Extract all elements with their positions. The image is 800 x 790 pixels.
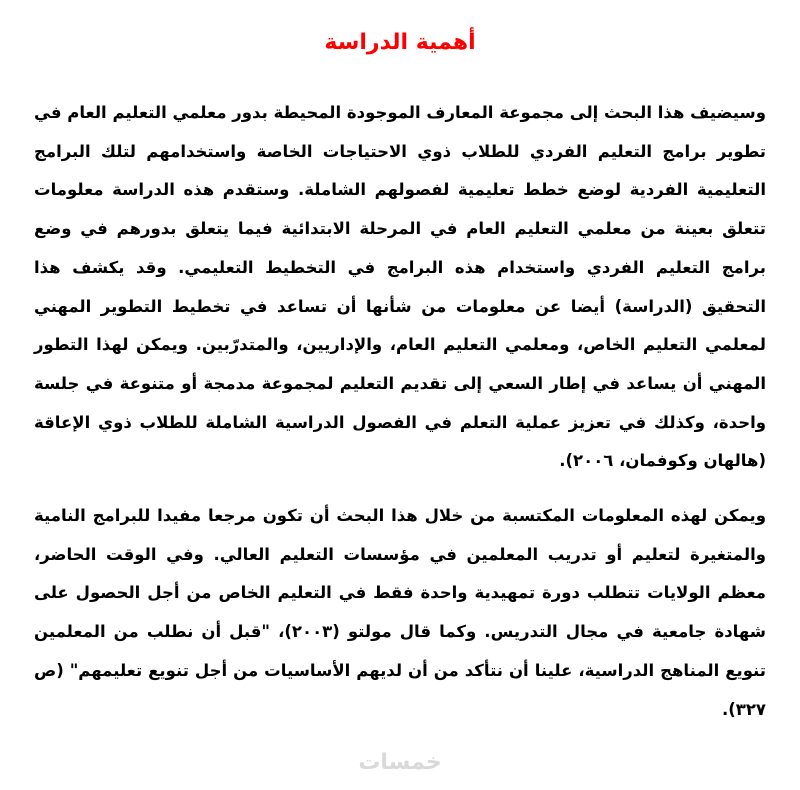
document-title: أهمية الدراسة: [324, 30, 476, 55]
paragraph-1: وسيضيف هذا البحث إلى مجموعة المعارف الموجودة المحيطة بدور معلمي التعليم العام في تطوير برامج التعليم الفردي للطلاب ذوي الاحتياجات الخاصة واستخدامهم لتلك البرامج التعليمية الفردية لوضع خطط تعليمية لفصولهم الشاملة. وستقدم هذه الدراسة معلومات تتعلق بعينة من معلمي التعليم العام في المرحلة الابتدائية فيما يتعلق بدورهم في وضع برامج التعليم الفردي واستخدام هذه البرامج في التخطيط التعليمي. وقد يكشف هذا التحقيق (الدراسة) أيضا عن معلومات من شأنها أن تساعد في تخطيط التطوير المهني لمعلمي التعليم الخاص، ومعلمي التعليم العام، والإداريين، والمتدرّبين. ويمكن لهذا التطور المهني أن يساعد في إطار السعي إلى تقديم التعليم لمجموعة مدمجة أو متنوعة في جلسة واحدة، وكذلك في تعزيز عملية التعلم في الفصول الدراسية الشاملة للطلاب ذوي الإعاقة (هالهان وكوفمان، ٢٠٠٦).: [34, 103, 766, 471]
paragraph-2: ويمكن لهذه المعلومات المكتسبة من خلال هذا البحث أن تكون مرجعا مفيدا للبرامج النامية والمتغيرة لتعليم أو تدريب المعلمين في مؤسسات التعليم العالي. وفي الوقت الحاضر، معظم الولايات تتطلب دورة تمهيدية واحدة فقط في التعليم الخاص من أجل الحصول على شهادة جامعية في مجال التدريس. وكما قال مولتو (٢٠٠٣)، "قبل أن نطلب من المعلمين تنويع المناهج الدراسية، علينا أن نتأكد من أن لديهم الأساسيات من أجل تنويع تعليمهم" (ص ٣٢٧).: [34, 506, 766, 719]
watermark-logo: خمسات: [358, 750, 442, 775]
